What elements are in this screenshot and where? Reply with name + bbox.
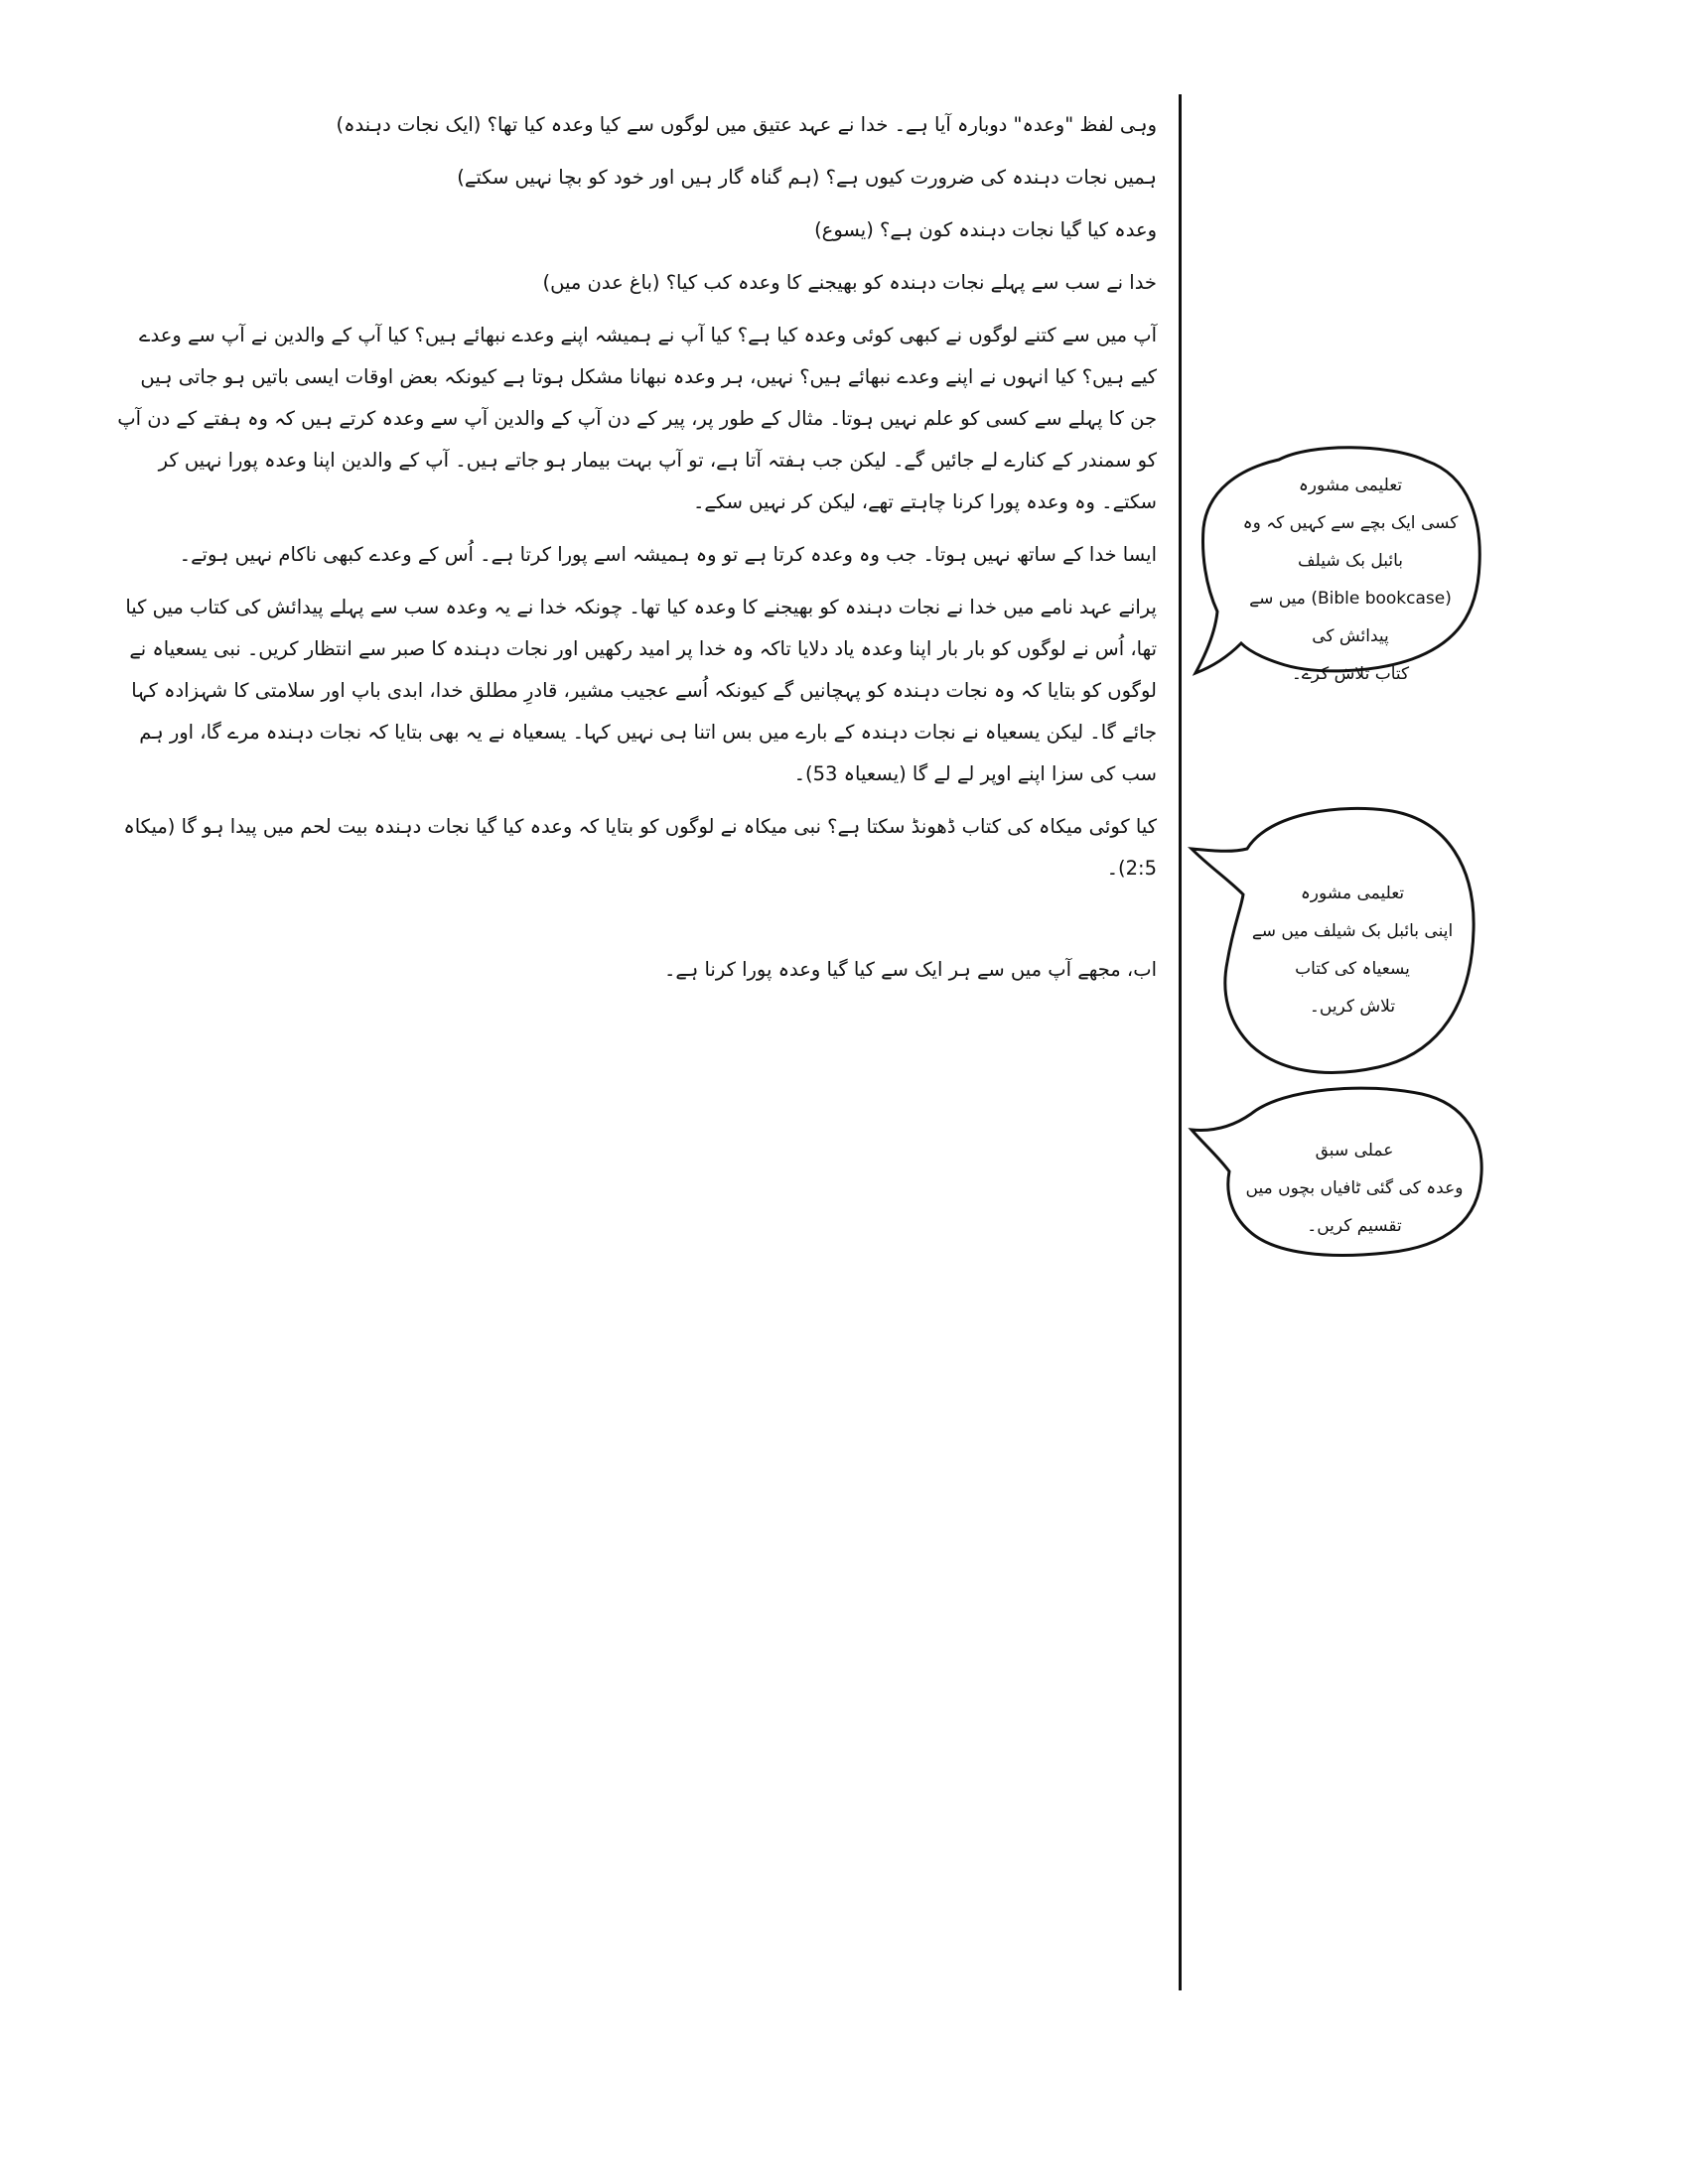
- bubble-title: تعلیمی مشورہ: [1298, 476, 1403, 495]
- paragraph-closing: اب، مجھے آپ میں سے ہر ایک سے کیا گیا وعدہ پورا کرنا ہے۔: [663, 958, 1157, 981]
- question-need-savior: ہمیں نجات دہندہ کی ضرورت کیوں ہے؟ (ہم گناہ گار ہیں اور خود کو بچا نہیں سکتے): [457, 166, 1157, 189]
- paragraph-micah: کیا کوئی میکاہ کی کتاب ڈھونڈ سکتا ہے؟ نبی میکاہ نے لوگوں کو بتایا کہ وعدہ کیا گیا نجات دہندہ بیت لحم میں پیدا ہو گا (میکاہ 2:5)۔: [123, 815, 1157, 880]
- bubble-line: کسی ایک بچے سے کہیں کہ وہ بائبل بک شیلف: [1242, 513, 1459, 571]
- bubble-line: اپنی بائبل بک شیلف میں سے یسعیاہ کی کتاب: [1251, 921, 1454, 979]
- teaching-tip-bubble-2: [1192, 797, 1479, 1080]
- paragraph-old-testament: پرانے عہد نامے میں خدا نے نجات دہندہ کو بھیجنے کا وعدہ کیا تھا۔ چونکہ خدا نے یہ وعدہ سب سے پہلے پیدائش کی کتاب میں کیا تھا، اُس نے لوگوں کو بار بار اپنا وعدہ یاد دلایا تاکہ وہ خدا پر امید رکھیں اور نجات دہندہ کا صبر سے انتظار کریں۔ نبی یسعیاہ نے لوگوں کو بتایا کہ وہ نجات دہندہ کو پہچانیں گے کیونکہ اُسے عجیب مشیر، قادرِ مطلق خدا، ابدی باپ اور سلامتی کا شہزادہ کہا جائے گا۔ لیکن یسعیاہ نے نجات دہندہ کے بارے میں بس اتنا ہی نہیں کہا۔ یسعیاہ نے یہ بھی بتایا کہ نجات دہندہ مرے گا، اور ہم سب کی سزا اپنے اوپر لے لے گا (یسعیاہ 53)۔: [125, 596, 1157, 785]
- object-lesson-bubble: [1192, 1080, 1489, 1259]
- question-promise: وہی لفظ "وعدہ" دوبارہ آیا ہے۔ خدا نے عہد عتیق میں لوگوں سے کیا وعدہ کیا تھا؟ (ایک نجات دہندہ): [336, 113, 1157, 136]
- bubble-line: (Bible bookcase) میں سے پیدائش کی: [1249, 589, 1452, 646]
- bubble-title: عملی سبق: [1315, 1141, 1394, 1160]
- paragraph-god-keeps-promises: ایسا خدا کے ساتھ نہیں ہوتا۔ جب وہ وعدہ کرتا ہے تو وہ ہمیشہ اسے پورا کرتا ہے۔ اُس کے وعدے کبھی ناکام نہیں ہوتے۔: [179, 543, 1157, 566]
- question-who-savior: وعدہ کیا گیا نجات دہندہ کون ہے؟ (یسوع): [814, 218, 1157, 241]
- bubble-line: کتاب تلاش کرے۔: [1291, 664, 1410, 684]
- column-divider: [1179, 94, 1182, 1990]
- paragraph-keeping-promises: آپ میں سے کتنے لوگوں نے کبھی کوئی وعدہ کیا ہے؟ کیا آپ نے ہمیشہ اپنے وعدے نبھائے ہیں؟ کیا آپ کے والدین نے آپ سے وعدے کیے ہیں؟ کیا انہوں نے اپنے وعدے نبھائے ہیں؟ نہیں، ہر وعدہ نبھانا مشکل ہوتا ہے کیونکہ بعض اوقات ایسی باتیں ہو جاتی ہیں جن کا پہلے سے کسی کو علم نہیں ہوتا۔ مثال کے طور پر، پیر کے دن آپ کے والدین آپ سے وعدہ کرتے ہیں کہ وہ ہفتے کے دن آپ کو سمندر کے کنارے لے جائیں گے۔ لیکن جب ہفتہ آتا ہے، تو آپ بہت بیمار ہو جاتے ہیں۔ آپ کے والدین اپنا وعدہ پورا نہیں کر سکتے۔ وہ وعدہ پورا کرنا چاہتے تھے، لیکن کر نہیں سکے۔: [117, 324, 1157, 513]
- teaching-tip-bubble-1: [1192, 447, 1489, 695]
- bubble-line: وعدہ کی گئی ٹافیاں بچوں میں تقسیم کریں۔: [1245, 1178, 1464, 1236]
- lesson-text: [109, 104, 1157, 1002]
- bubble-title: تعلیمی مشورہ: [1300, 884, 1405, 903]
- question-when-promised: خدا نے سب سے پہلے نجات دہندہ کو بھیجنے کا وعدہ کب کیا؟ (باغ عدن میں): [542, 271, 1157, 294]
- bubble-line: تلاش کریں۔: [1309, 997, 1396, 1017]
